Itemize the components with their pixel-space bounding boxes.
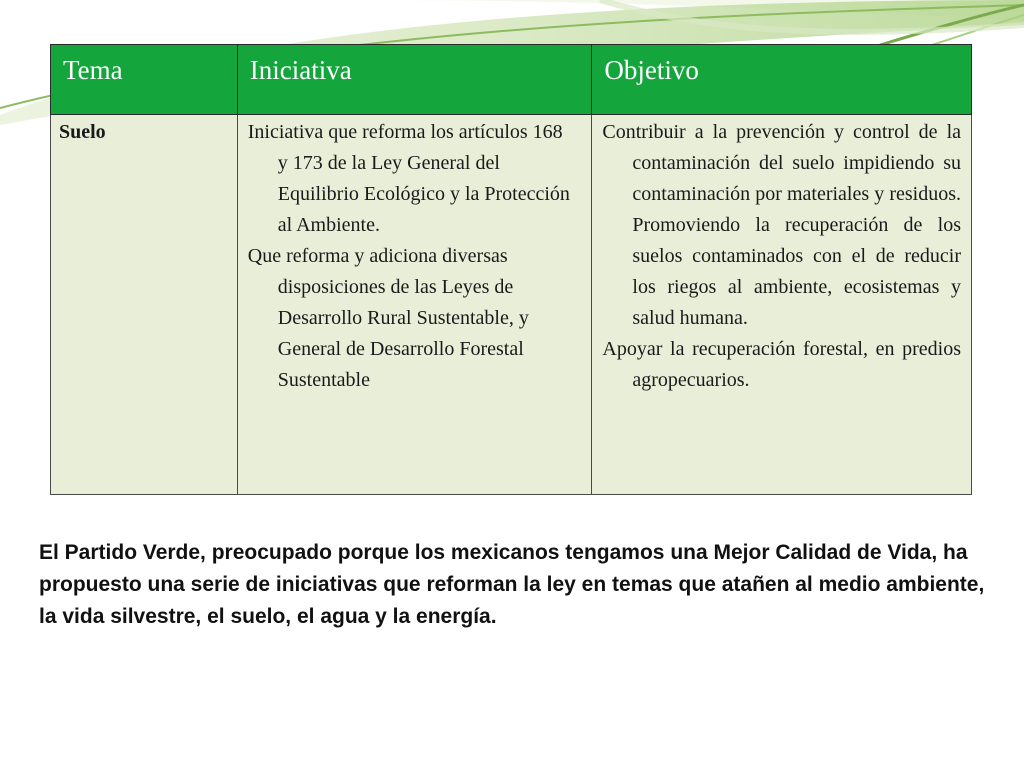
table-header-row (51, 45, 972, 115)
header-iniciativa: Iniciativa (237, 45, 592, 115)
cell-tema: Suelo (51, 115, 238, 495)
slide-caption: El Partido Verde, preocupado porque los mexicanos tengamos una Mejor Calidad de Vida, ha propuesto una serie de iniciativas que reforman la ley en temas que atañen al medio ambiente, la vida silvestre, el suelo, el agua y la energía. (39, 541, 985, 628)
cell-objetivo (592, 115, 972, 495)
iniciativa-paragraph-1: Iniciativa que reforma los artículos 168 y 173 de la Ley General del Equilibrio Ecológico y la Protección al Ambiente. (247, 121, 570, 236)
objetivo-paragraph-2: Apoyar la recuperación forestal, en predios agropecuarios. (602, 338, 961, 391)
table-row (51, 115, 972, 495)
iniciativa-paragraph-2: Que reforma y adiciona diversas disposiciones de las Leyes de Desarrollo Rural Sustentable, y General de Desarrollo Forestal Sustentable (247, 245, 529, 391)
objetivo-paragraph-1: Contribuir a la prevención y control de la contaminación del suelo impidiendo su contaminación por materiales y residuos. Promoviendo la recuperación de los suelos contaminados con el de reducir los riegos al ambiente, ecosistemas y salud humana. (602, 121, 961, 329)
header-objetivo: Objetivo (592, 45, 972, 115)
initiatives-table (50, 44, 972, 495)
cell-iniciativa (237, 115, 592, 495)
header-tema: Tema (51, 45, 238, 115)
